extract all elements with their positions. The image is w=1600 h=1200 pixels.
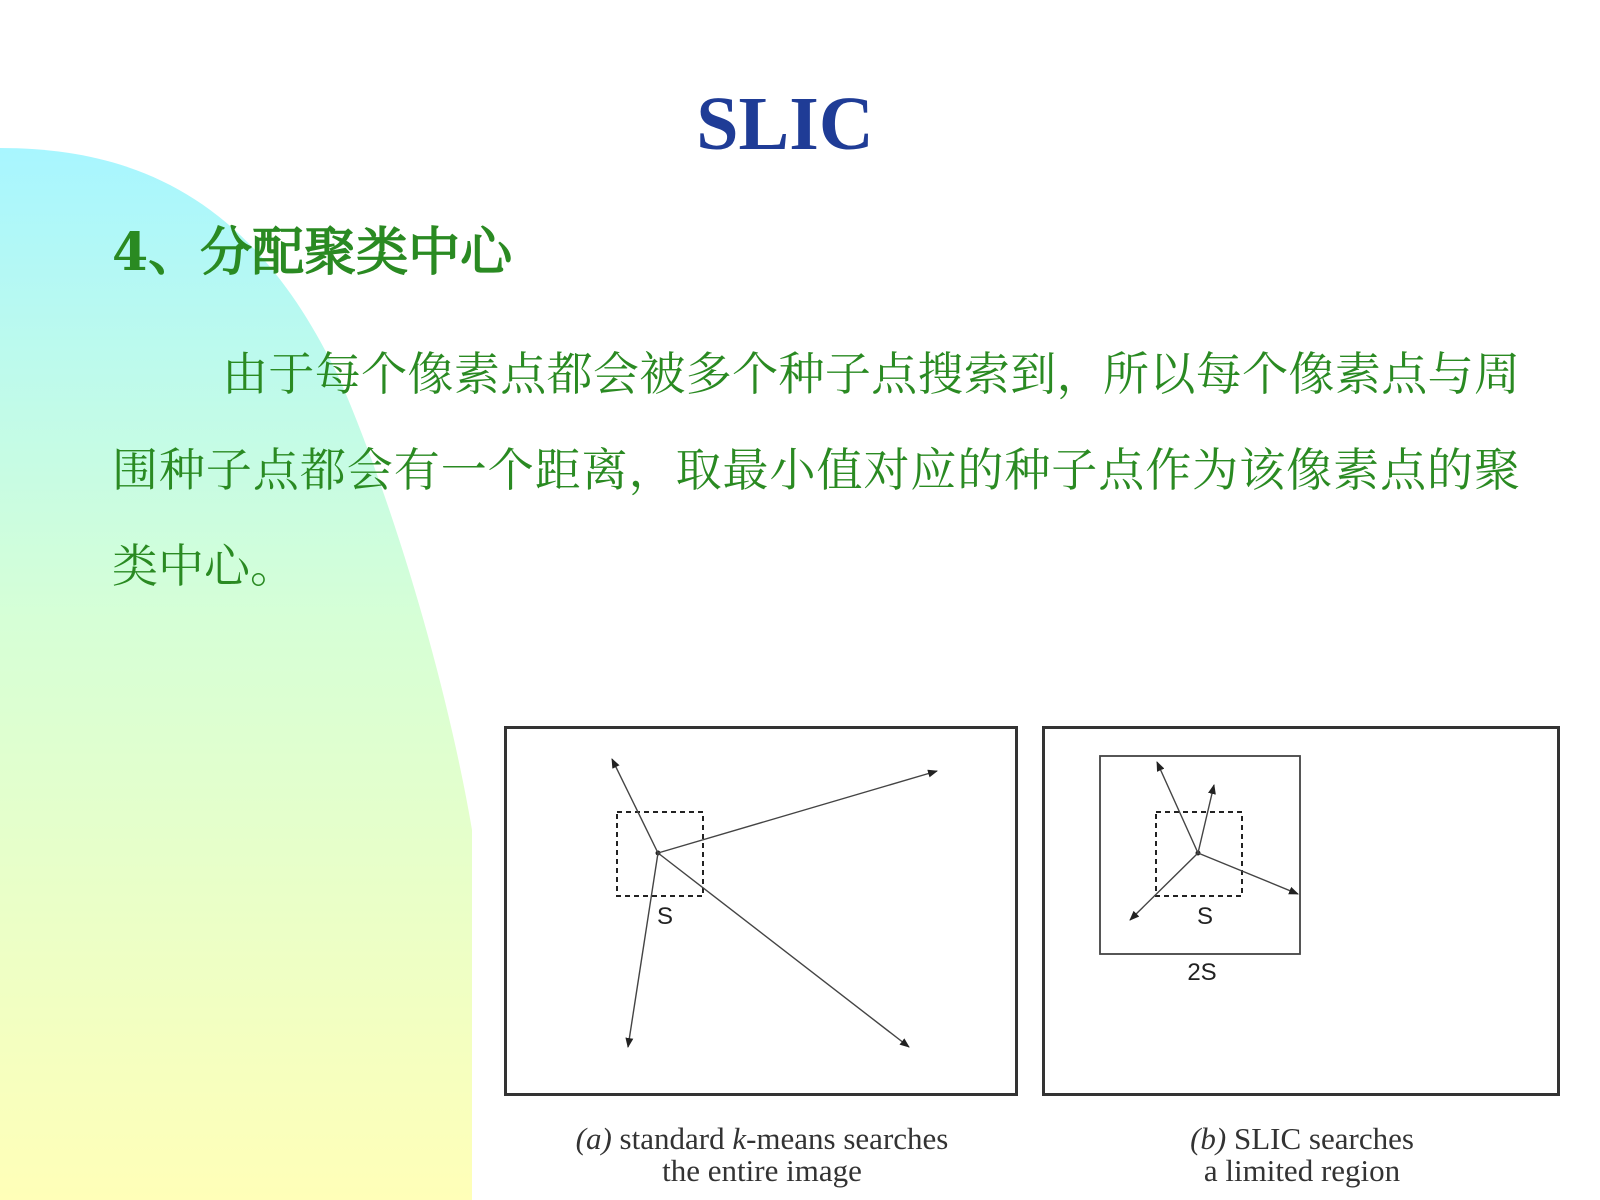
slide-title: SLIC: [696, 82, 874, 166]
caption-line-2: the entire image: [662, 1153, 862, 1188]
caption-text: SLIC searches: [1233, 1121, 1414, 1156]
caption-line-2: a limited region: [1203, 1153, 1401, 1188]
body-paragraph: 由于每个像素点都会被多个种子点搜索到，所以每个像素点与周围种子点都会有一个距离，取最小值对应的种子点作为该像素点的聚类中心。: [112, 347, 1520, 593]
label-2s: 2S: [1187, 959, 1217, 986]
panel-b-caption: [1042, 1123, 1562, 1187]
caption-tag: (a): [575, 1121, 612, 1156]
label-s: S: [1196, 903, 1214, 930]
panel-b-diagram: [1042, 726, 1562, 1102]
image-frame: [506, 728, 1017, 1095]
section-heading: 4、分配聚类中心: [112, 222, 513, 283]
caption-text: -means searches: [746, 1121, 949, 1156]
panel-a-diagram: [504, 726, 1020, 1102]
panel-a-caption: [504, 1123, 1020, 1187]
caption-text: standard: [619, 1121, 725, 1156]
caption-k: k: [732, 1121, 747, 1156]
image-frame: [1044, 728, 1559, 1095]
label-s: S: [656, 903, 674, 930]
caption-tag: (b): [1190, 1121, 1227, 1156]
